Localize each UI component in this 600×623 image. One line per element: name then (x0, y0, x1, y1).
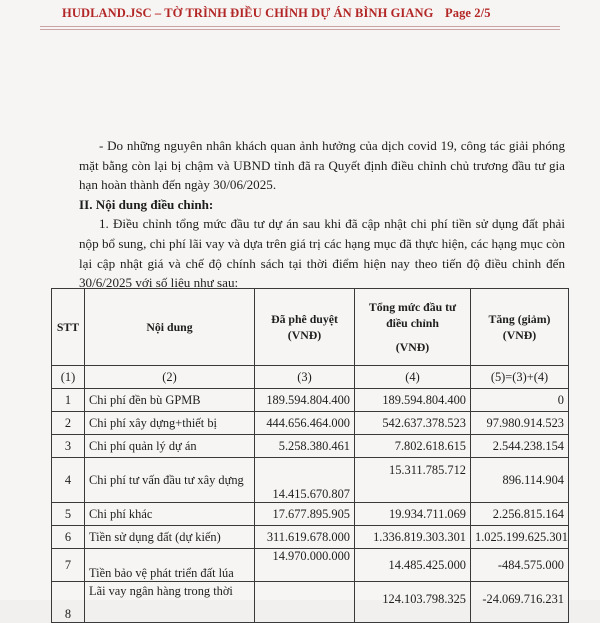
row-change: -484.575.000 (471, 549, 569, 582)
row-content: Tiền bảo vệ phát triển đất lúa (85, 549, 255, 582)
row-stt: 1 (52, 389, 85, 412)
index-cell: (2) (85, 366, 255, 389)
table-row (52, 458, 569, 503)
table-row (52, 582, 569, 623)
row-adjusted: 14.485.425.000 (355, 549, 471, 582)
row-content: Lãi vay ngân hàng trong thời (85, 582, 255, 623)
header-title: HUDLAND.JSC – TỜ TRÌNH ĐIỀU CHỈNH DỰ ÁN BÌNH GIANG (62, 6, 434, 20)
header-rule-bottom (40, 29, 560, 30)
row-content: Chi phí xây dựng+thiết bị (85, 412, 255, 435)
row-approved: 14.415.670.807 (255, 458, 355, 503)
row-stt: 8 (52, 582, 85, 623)
row-stt: 5 (52, 503, 85, 526)
paragraph-covid: - Do những nguyên nhân khách quan ảnh hưởng của dịch covid 19, công tác giải phóng mặt bằng còn lại bị chậm và UBND tỉnh đã ra Quyết định điều chỉnh chủ trương đầu tư gia hạn hoàn thành đến ngày 30/06/2025. (79, 138, 565, 193)
row-adjusted: 1.336.819.303.301 (355, 526, 471, 549)
row-content: Chi phí khác (85, 503, 255, 526)
row-stt: 6 (52, 526, 85, 549)
index-cell: (1) (52, 366, 85, 389)
table-row (52, 526, 569, 549)
row-adjusted: 7.802.618.615 (355, 435, 471, 458)
table-header-row (52, 289, 569, 366)
row-change: 2.256.815.164 (471, 503, 569, 526)
row-content: Tiền sử dụng đất (dự kiến) (85, 526, 255, 549)
row-adjusted: 19.934.711.069 (355, 503, 471, 526)
header-stt: STT (52, 289, 85, 366)
table-row (52, 503, 569, 526)
row-content: Chi phí đền bù GPMB (85, 389, 255, 412)
header-content: Nội dung (85, 289, 255, 366)
row-stt: 7 (52, 549, 85, 582)
body-text (79, 136, 565, 293)
investment-table (51, 288, 569, 623)
index-cell: (3) (255, 366, 355, 389)
header-change: Tăng (giảm) (VNĐ) (471, 289, 569, 366)
row-approved: 311.619.678.000 (255, 526, 355, 549)
row-approved: 189.594.804.400 (255, 389, 355, 412)
row-change: -24.069.716.231 (471, 582, 569, 623)
table-index-row (52, 366, 569, 389)
page-header (62, 6, 542, 21)
row-adjusted: 189.594.804.400 (355, 389, 471, 412)
row-content: Chi phí tư vấn đầu tư xây dựng (85, 458, 255, 503)
header-adjusted-unit: (VNĐ) (395, 340, 430, 354)
row-change: 1.025.199.625.301 (471, 526, 569, 549)
page-number: Page 2/5 (445, 6, 491, 20)
table-row (52, 549, 569, 582)
index-cell: (4) (355, 366, 471, 389)
table-row (52, 435, 569, 458)
row-adjusted: 15.311.785.712 (355, 458, 471, 503)
header-adjusted-title: Tổng mức đầu tư điều chỉnh (368, 300, 457, 330)
row-approved (255, 582, 355, 623)
header-rule-top (40, 26, 560, 27)
row-adjusted: 542.637.378.523 (355, 412, 471, 435)
row-change: 0 (471, 389, 569, 412)
table-row (52, 389, 569, 412)
paragraph-adjustment: 1. Điều chỉnh tổng mức đầu tư dự án sau khi đã cập nhật chi phí tiền sử dụng đất phải nộp bổ sung, chi phí lãi vay và dựa trên giá trị các hạng mục đã thực hiện, các hạng mục còn lại cập nhật giá và chế độ chính sách tại thời điểm hiện nay theo tiến độ điều chỉnh đến 30/6/2025 với số liệu như sau: (79, 216, 565, 291)
index-cell: (5)=(3)+(4) (471, 366, 569, 389)
row-change: 97.980.914.523 (471, 412, 569, 435)
header-adjusted (355, 289, 471, 366)
row-approved: 5.258.380.461 (255, 435, 355, 458)
row-approved: 444.656.464.000 (255, 412, 355, 435)
row-approved: 14.970.000.000 (255, 549, 355, 582)
row-approved: 17.677.895.905 (255, 503, 355, 526)
row-stt: 2 (52, 412, 85, 435)
header-approved: Đã phê duyệt (VNĐ) (255, 289, 355, 366)
row-stt: 3 (52, 435, 85, 458)
row-stt: 4 (52, 458, 85, 503)
row-content: Chi phí quản lý dự án (85, 435, 255, 458)
table-row (52, 412, 569, 435)
row-change: 896.114.904 (471, 458, 569, 503)
section-heading: II. Nội dung điều chỉnh: (79, 196, 214, 212)
row-change: 2.544.238.154 (471, 435, 569, 458)
row-adjusted: 124.103.798.325 (355, 582, 471, 623)
